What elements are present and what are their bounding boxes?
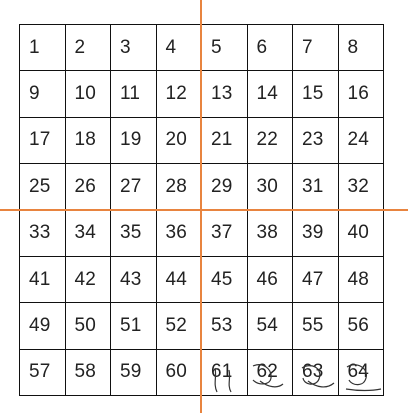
grid-cell: 46: [248, 257, 294, 303]
grid-cell: 24: [339, 118, 385, 164]
grid-cell: 19: [111, 118, 157, 164]
grid-cell: 30: [248, 164, 294, 210]
grid-cell: 56: [339, 303, 385, 349]
grid-cell: 50: [66, 303, 112, 349]
grid-cell: 14: [248, 71, 294, 117]
grid-cell: 53: [202, 303, 248, 349]
grid-cell: 41: [20, 257, 66, 303]
grid-cell: 7: [293, 25, 339, 71]
grid-cell: 64: [339, 350, 385, 396]
grid-cell: 13: [202, 71, 248, 117]
grid-cell: 37: [202, 211, 248, 257]
grid-cell: 1: [20, 25, 66, 71]
grid-cell: 39: [293, 211, 339, 257]
grid-cell: 45: [202, 257, 248, 303]
grid-cell: 32: [339, 164, 385, 210]
grid-cell: 59: [111, 350, 157, 396]
grid-cell: 33: [20, 211, 66, 257]
grid-cell: 31: [293, 164, 339, 210]
grid-cell: 20: [157, 118, 203, 164]
grid-cell: 26: [66, 164, 112, 210]
grid-cell: 28: [157, 164, 203, 210]
grid-cell: 10: [66, 71, 112, 117]
grid-cell: 8: [339, 25, 385, 71]
grid-cell: 17: [20, 118, 66, 164]
grid-cell: 6: [248, 25, 294, 71]
grid-cell: 34: [66, 211, 112, 257]
grid-cell: 25: [20, 164, 66, 210]
grid-cell: 9: [20, 71, 66, 117]
grid-cell: 36: [157, 211, 203, 257]
grid-cell: 2: [66, 25, 112, 71]
grid-cell: 54: [248, 303, 294, 349]
grid-cell: 47: [293, 257, 339, 303]
grid-cell: 61: [202, 350, 248, 396]
grid-cell: 18: [66, 118, 112, 164]
grid-cell: 11: [111, 71, 157, 117]
grid-cell: 62: [248, 350, 294, 396]
grid-cell: 4: [157, 25, 203, 71]
grid-cell: 5: [202, 25, 248, 71]
grid-cell: 3: [111, 25, 157, 71]
grid-cell: 43: [111, 257, 157, 303]
grid-cell: 51: [111, 303, 157, 349]
grid-cell: 57: [20, 350, 66, 396]
grid-cell: 35: [111, 211, 157, 257]
grid-cell: 42: [66, 257, 112, 303]
grid-cell: 40: [339, 211, 385, 257]
grid-cell: 15: [293, 71, 339, 117]
grid-cell: 21: [202, 118, 248, 164]
vertical-guide-line: [200, 0, 202, 413]
horizontal-guide-line: [0, 209, 408, 211]
grid-cell: 58: [66, 350, 112, 396]
grid-cell: 52: [157, 303, 203, 349]
grid-cell: 27: [111, 164, 157, 210]
handwritten-scribble: [205, 358, 383, 398]
grid-cell: 63: [293, 350, 339, 396]
grid-cell: 55: [293, 303, 339, 349]
grid-cell: 48: [339, 257, 385, 303]
grid-cell: 12: [157, 71, 203, 117]
grid-cell: 29: [202, 164, 248, 210]
grid-cell: 44: [157, 257, 203, 303]
grid-cell: 60: [157, 350, 203, 396]
grid-cell: 22: [248, 118, 294, 164]
grid-cell: 49: [20, 303, 66, 349]
grid-cell: 23: [293, 118, 339, 164]
grid-cell: 16: [339, 71, 385, 117]
grid-cell: 38: [248, 211, 294, 257]
